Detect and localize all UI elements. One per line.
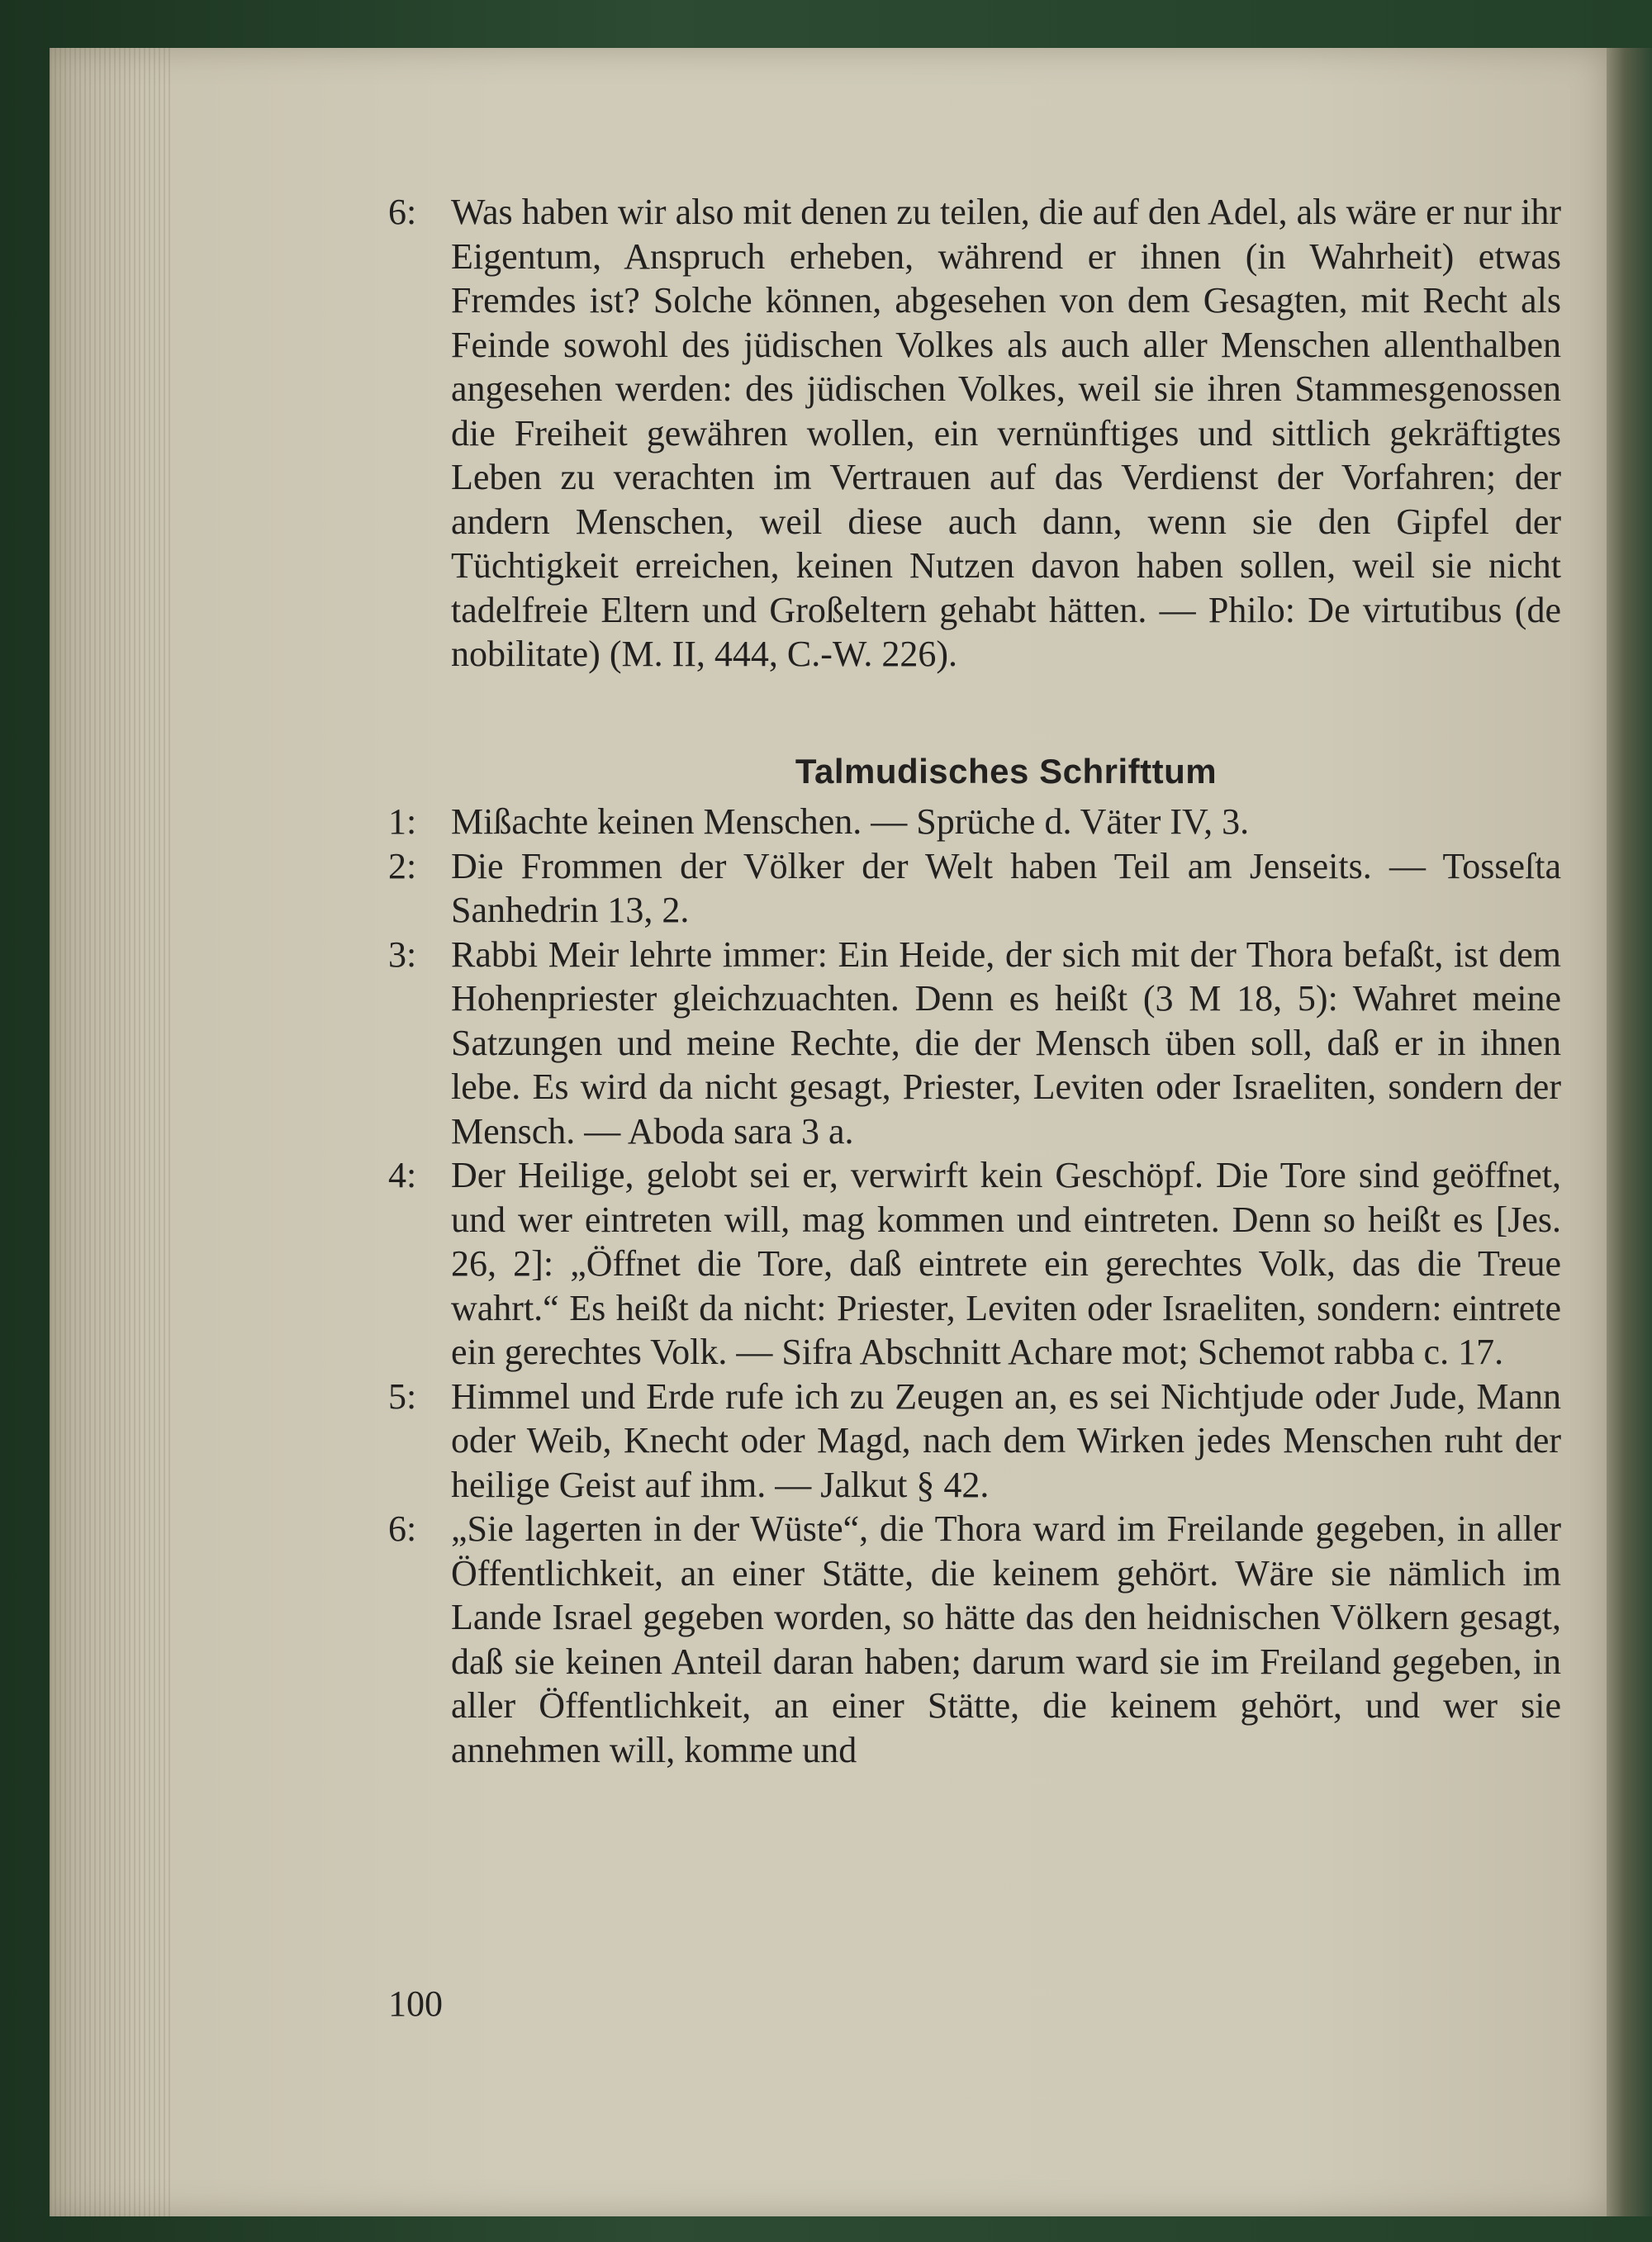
entry-text: Was haben wir also mit denen zu teilen, die auf den Adel, als wäre er nur ihr Eigentum, Anspruch erheben, während er ihnen (in Wahrheit) etwas Fremdes ist? Solche können, abgesehen von dem Gesagten, mit Recht als Feinde sowohl des jüdischen Volkes als auch aller Menschen allenthalben angesehen werden: des jüdischen Volkes, weil sie ihren Stammesgenossen die Freiheit gewähren wollen, ein vernünftiges und sittlich gekräftigtes Leben zu verachten im Vertrauen auf das Verdienst der Vorfahren; der andern Menschen, weil diese auch dann, wenn sie den Gipfel der Tüchtigkeit erreichen, keinen Nutzen davon haben sollen, weil sie nicht tadelfreie Eltern und Großeltern gehabt hätten. — Philo: De virtutibus (de nobilitate) (M. II, 444, C.-W. 226). — [451, 192, 1561, 674]
entry-text: Die Frommen der Völker der Welt haben Teil am Jenseits. — Tosseſta Sanhedrin 13, 2. — [451, 845, 1561, 930]
entry-talmud-5 — [388, 1375, 1561, 1508]
page-gutter — [1607, 48, 1652, 2216]
text-block — [388, 190, 1561, 1772]
entry-text: Rabbi Meir lehrte immer: Ein Heide, der sich mit der Thora befaßt, ist dem Hohenpriester gleichzuachten. Denn es heißt (3 M 18, 5): Wahret meine Satzungen und meine Rechte, die der Mensch üben soll, daß er in ihnen lebe. Es wird da nicht gesagt, Priester, Leviten oder Israeliten, sondern der Mensch. — Aboda sara 3 a. — [451, 933, 1561, 1152]
entry-number: 2: — [388, 845, 417, 886]
page-edges — [50, 48, 173, 2216]
entry-text: Der Heilige, gelobt sei er, verwirft kein Geschöpf. Die Tore sind geöffnet, und wer eintreten will, mag kommen und eintreten. Denn so heißt es [Jes. 26, 2]: „Öffnet die Tore, daß eintrete ein gerechtes Volk, das die Treue wahrt.“ Es heißt da nicht: Priester, Leviten oder Israeliten, sondern: eintrete ein gerechtes Volk. — Sifra Abschnitt Achare mot; Schemot rabba c. 17. — [451, 1155, 1561, 1372]
entry-talmud-3 — [388, 933, 1561, 1154]
entry-number: 4: — [388, 1155, 417, 1195]
entry-talmud-6 — [388, 1507, 1561, 1772]
entry-talmud-4 — [388, 1153, 1561, 1375]
entry-text: „Sie lagerten in der Wüste“, die Thora ward im Freilande gegeben, in aller Öffentlichkeit, an einer Stätte, die keinem gehört. Wäre sie nämlich im Lande Israel gegeben worden, so hätte das den heidnischen Völkern gesagt, daß sie keinen Anteil daran haben; darum ward sie im Freiland gegeben, in aller Öffentlichkeit, an einer Stätte, die keinem gehört, und wer sie annehmen will, komme und — [451, 1508, 1561, 1770]
entry-number: 1: — [388, 801, 417, 842]
entry-text: Himmel und Erde rufe ich zu Zeugen an, es sei Nichtjude oder Jude, Mann oder Weib, Knecht oder Magd, nach dem Wirken jedes Menschen ruht der heilige Geist auf ihm. — Jalkut § 42. — [451, 1375, 1561, 1505]
entry-text: Mißachte keinen Menschen. — Sprüche d. Väter IV, 3. — [451, 801, 1250, 842]
section-heading: Talmudisches Schrifttum — [795, 751, 1218, 791]
page-number: 100 — [388, 1983, 443, 2024]
entry-number: 5: — [388, 1375, 417, 1417]
entry-number: 6: — [388, 192, 417, 232]
entry-talmud-2 — [388, 844, 1561, 933]
entry-number: 3: — [388, 933, 417, 975]
entry-talmud-1 — [388, 800, 1561, 844]
entry-philo-6 — [388, 190, 1561, 677]
entry-number: 6: — [388, 1508, 417, 1549]
